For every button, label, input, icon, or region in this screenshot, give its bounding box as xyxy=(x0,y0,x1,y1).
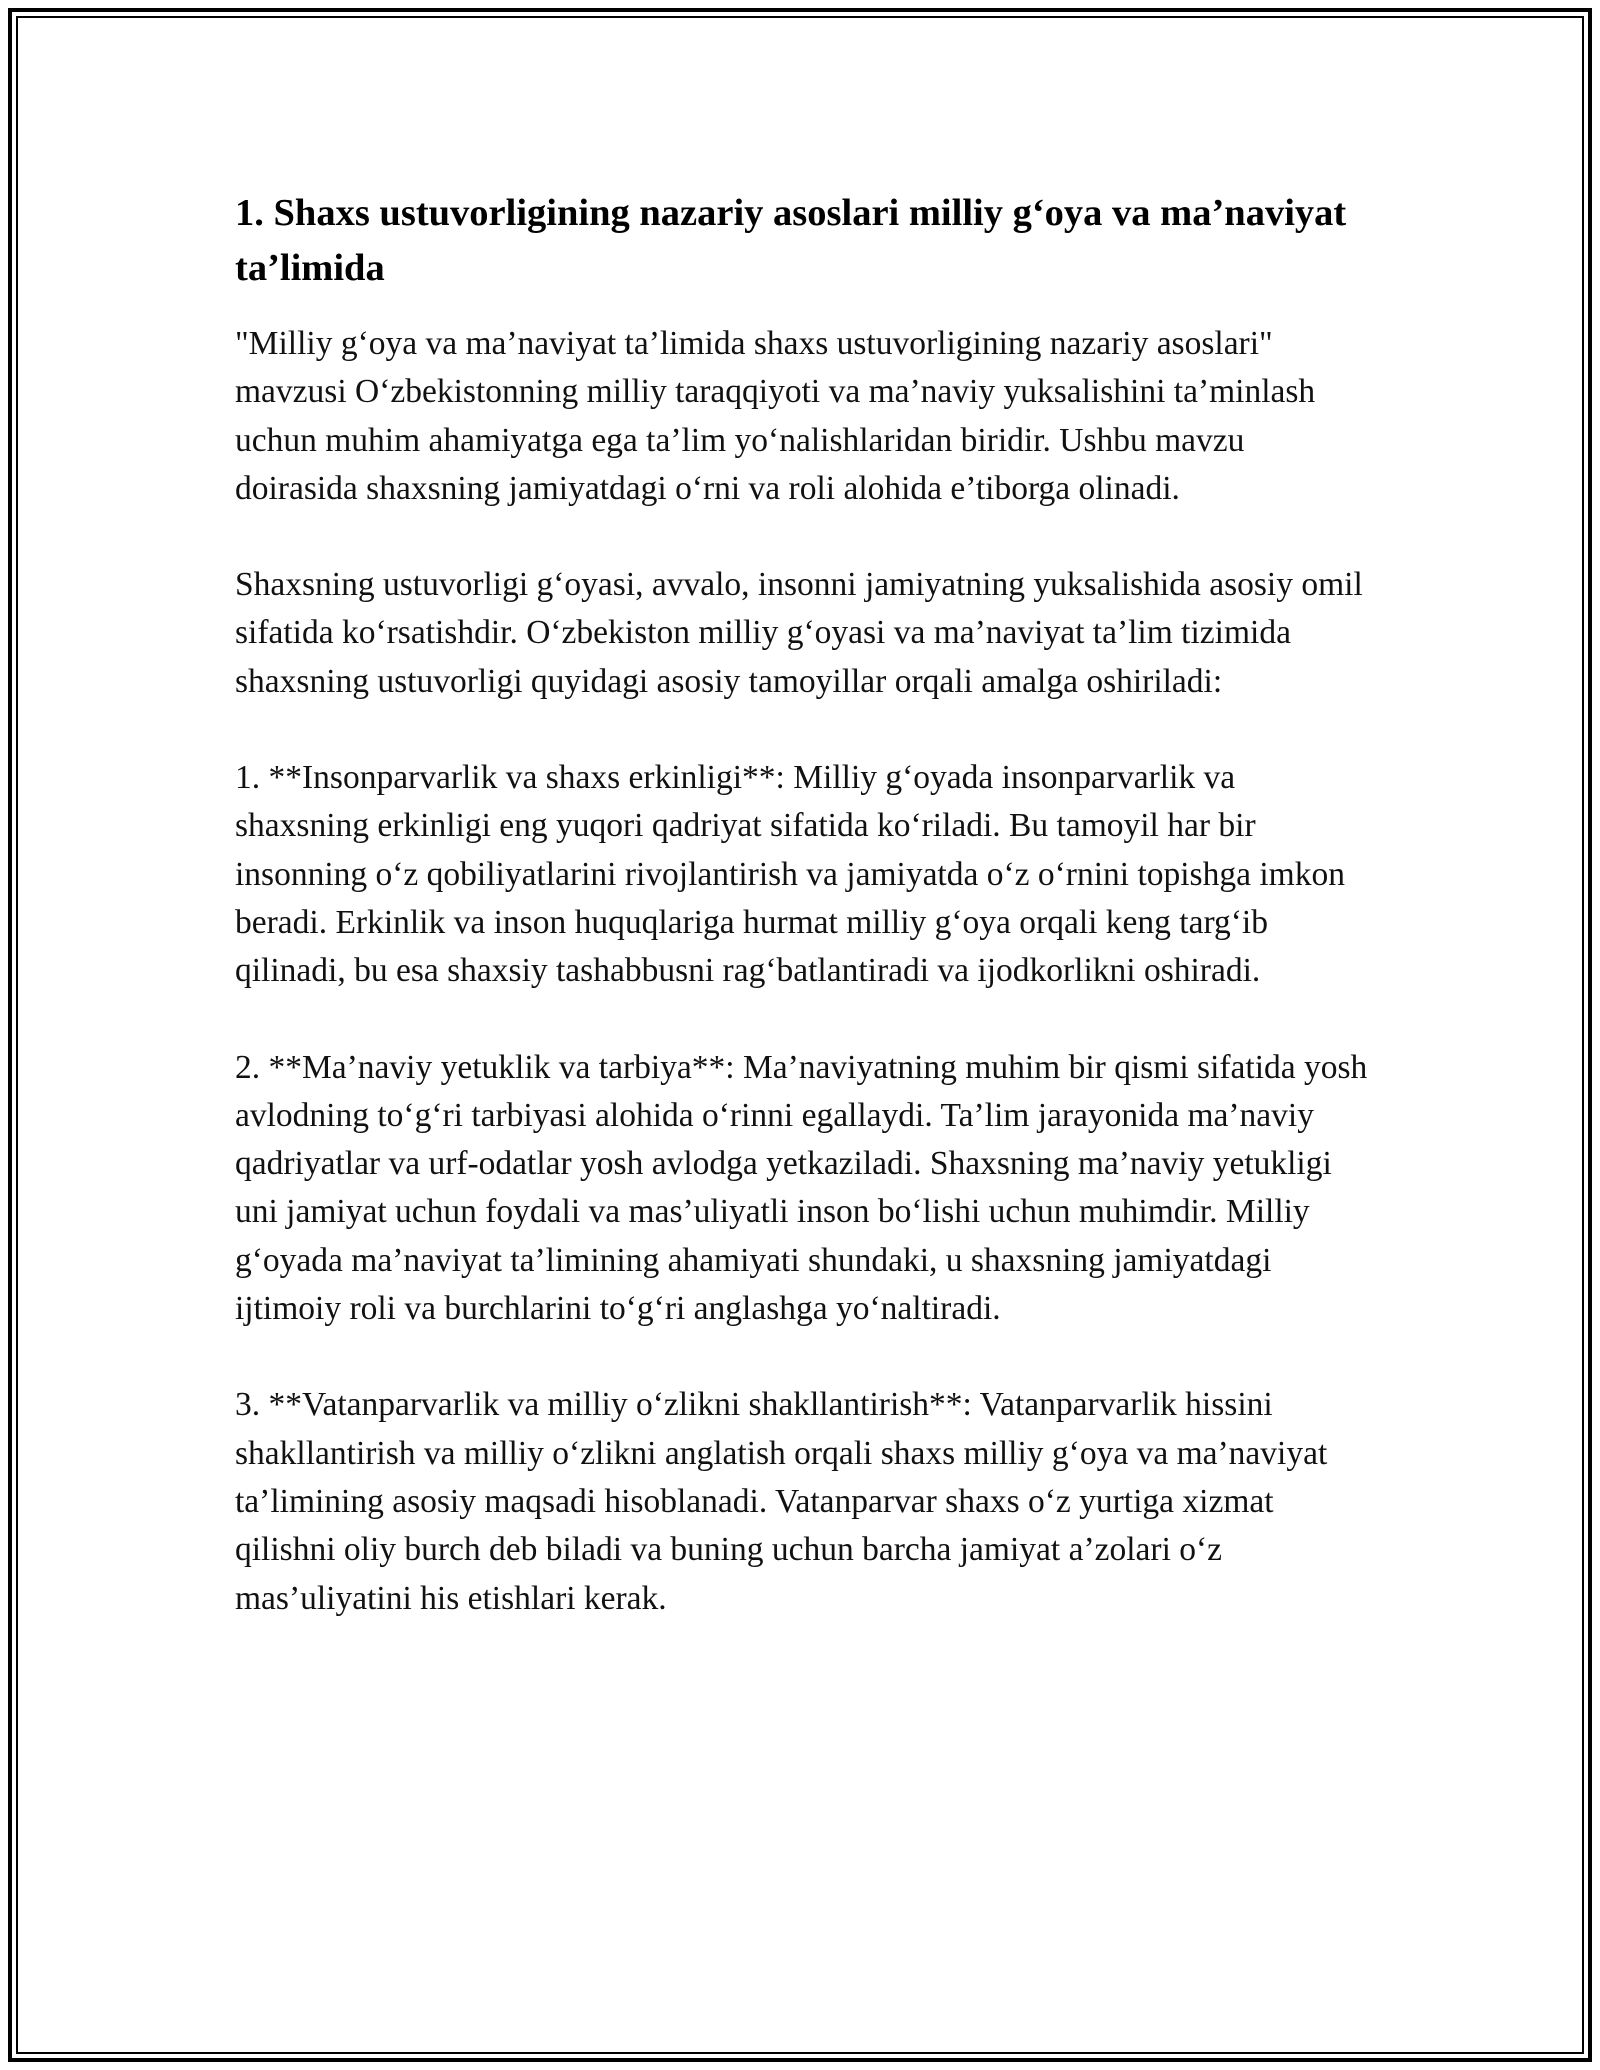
paragraph-principles-intro: Shaxsning ustuvorligi g‘oyasi, avvalo, insonni jamiyatning yuksalishida asosiy omil sifatida ko‘rsatishdir. O‘zbekiston milliy g‘oyasi va ma’naviyat ta’lim tizimida shaxsning ustuvorligi quyidagi asosiy tamoyillar orqali amalga oshiriladi: xyxy=(235,566,1363,700)
paragraph-point-2: 2. **Ma’naviy yetuklik va tarbiya**: Ma’naviyatning muhim bir qismi sifatida yosh avlodning to‘g‘ri tarbiyasi alohida o‘rinni egallaydi. Ta’lim jarayonida ma’naviy qadriyatlar va urf-odatlar yosh avlodga yetkaziladi. Shaxsning ma’naviy yetukligi uni jamiyat uchun foydali va mas’uliyatli inson bo‘lishi uchun muhimdir. Milliy g‘oyada ma’naviyat ta’limining ahamiyati shundaki, u shaxsning jamiyatdagi ijtimoiy roli va burchlarini to‘g‘ri anglashga yo‘naltiradi. xyxy=(235,1048,1368,1328)
document-body xyxy=(235,186,1375,1623)
paragraph-intro: "Milliy g‘oya va ma’naviyat ta’limida shaxs ustuvorligining nazariy asoslari" mavzusi O‘zbekistonning milliy taraqqiyoti va ma’naviy yuksalishini ta’minlash uchun muhim ahamiyatga ega ta’lim yo‘nalishlaridan biridir. Ushbu mavzu doirasida shaxsning jamiyatdagi o‘rni va roli alohida e’tiborga olinadi. xyxy=(235,325,1316,507)
section-heading: 1. Shaxs ustuvorligining nazariy asoslari milliy g‘oya va ma’naviyat ta’limida xyxy=(235,192,1347,289)
paragraph-point-3: 3. **Vatanparvarlik va milliy o‘zlikni shakllantirish**: Vatanparvarlik hissini shakllantirish va milliy o‘zlikni anglatish orqali shaxs milliy g‘oya va ma’naviyat ta’limining asosiy maqsadi hisoblanadi. Vatanparvar shaxs o‘z yurtiga xizmat qilishni oliy burch deb biladi va buning uchun barcha jamiyat a’zolari o‘z mas’uliyatini his etishlari kerak. xyxy=(235,1386,1328,1617)
paragraph-point-1: 1. **Insonparvarlik va shaxs erkinligi**: Milliy g‘oyada insonparvarlik va shaxsning erkinligi eng yuqori qadriyat sifatida ko‘riladi. Bu tamoyil har bir insonning o‘z qobiliyatlarini rivojlantirish va jamiyatda o‘z o‘rnini topishga imkon beradi. Erkinlik va inson huquqlariga hurmat milliy g‘oya orqali keng targ‘ib qilinadi, bu esa shaxsiy tashabbusni rag‘batlantiradi va ijodkorlikni oshiradi. xyxy=(235,759,1345,990)
